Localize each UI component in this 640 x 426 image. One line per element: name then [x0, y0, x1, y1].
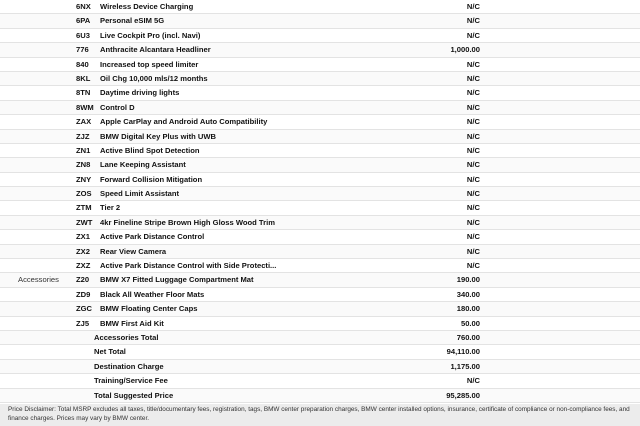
- option-row: [0, 72, 640, 86]
- option-price: N/C: [466, 2, 480, 11]
- option-price: N/C: [466, 160, 480, 170]
- option-row: [0, 288, 640, 302]
- option-code: ZJ5: [76, 318, 90, 328]
- option-price: 180.00: [456, 304, 480, 314]
- option-code: ZX2: [76, 246, 90, 256]
- option-code: ZN8: [76, 160, 91, 170]
- summary-label: Net Total: [94, 347, 126, 357]
- option-description: Daytime driving lights: [100, 88, 180, 98]
- option-row: [0, 201, 640, 215]
- summary-value: 95,285.00: [446, 390, 480, 400]
- option-description: Active Blind Spot Detection: [100, 145, 200, 155]
- option-code: ZAX: [76, 117, 92, 127]
- option-code: 6NX: [76, 2, 91, 11]
- summary-label: Total Suggested Price: [94, 390, 174, 400]
- option-code: 6PA: [76, 16, 91, 26]
- option-row: [0, 43, 640, 57]
- option-row: [0, 58, 640, 72]
- option-row: [0, 245, 640, 259]
- option-code: 8WM: [76, 102, 94, 112]
- option-code: ZJZ: [76, 131, 90, 141]
- option-row: [0, 158, 640, 172]
- summary-row: [0, 331, 640, 345]
- summary-label: Training/Service Fee: [94, 376, 168, 386]
- option-price: N/C: [466, 261, 480, 271]
- option-code: 8TN: [76, 88, 91, 98]
- option-price: N/C: [466, 88, 480, 98]
- summary-label: Accessories Total: [94, 332, 159, 342]
- summary-row: [0, 374, 640, 388]
- option-description: Oil Chg 10,000 mls/12 months: [100, 73, 208, 83]
- option-description: BMW X7 Fitted Luggage Compartment Mat: [100, 275, 254, 285]
- option-description: Active Park Distance Control with Side Protecti...: [100, 261, 277, 271]
- option-description: Active Park Distance Control: [100, 232, 205, 242]
- option-row: [0, 216, 640, 230]
- option-code: 8KL: [76, 73, 91, 83]
- option-description: 4kr Fineline Stripe Brown High Gloss Wood Trim: [100, 217, 275, 227]
- option-description: Increased top speed limiter: [100, 59, 199, 69]
- option-price: 50.00: [460, 318, 480, 328]
- option-price: N/C: [466, 30, 480, 40]
- option-description: Rear View Camera: [100, 246, 167, 256]
- option-code: ZTM: [76, 203, 92, 213]
- option-code: 6U3: [76, 30, 90, 40]
- summary-table: [0, 331, 640, 403]
- option-row: [0, 115, 640, 129]
- section-label: Accessories: [18, 275, 59, 285]
- option-row: [0, 101, 640, 115]
- option-row: [0, 130, 640, 144]
- option-price: N/C: [466, 73, 480, 83]
- option-price: N/C: [466, 174, 480, 184]
- option-code: ZX1: [76, 232, 90, 242]
- option-price: 340.00: [456, 289, 480, 299]
- option-code: Z20: [76, 275, 90, 285]
- option-description: Tier 2: [100, 203, 121, 213]
- option-price: N/C: [466, 203, 480, 213]
- option-description: Control D: [100, 102, 135, 112]
- option-row: [0, 273, 640, 287]
- option-description: BMW First Aid Kit: [100, 318, 164, 328]
- summary-row: [0, 360, 640, 374]
- option-code: 776: [76, 45, 89, 55]
- summary-value: N/C: [466, 376, 480, 386]
- summary-row: [0, 345, 640, 359]
- option-code: ZD9: [76, 289, 91, 299]
- summary-value: 94,110.00: [446, 347, 480, 357]
- option-price: N/C: [466, 217, 480, 227]
- option-code: ZXZ: [76, 261, 91, 271]
- option-price: N/C: [466, 117, 480, 127]
- option-code: ZOS: [76, 189, 92, 199]
- option-row: [0, 302, 640, 316]
- option-row: [0, 173, 640, 187]
- option-description: Forward Collision Mitigation: [100, 174, 203, 184]
- option-row: [0, 259, 640, 273]
- option-price: 1,000.00: [450, 45, 480, 55]
- option-row: [0, 317, 640, 331]
- option-row: [0, 86, 640, 100]
- option-row: [0, 14, 640, 28]
- price-disclaimer: Price Disclaimer: Total MSRP excludes all taxes, title/documentary fees, registration, tags, BMW center preparation charges, BMW center installed options, insurance, certificate of compliance or non-compliance fees, and finance charges. Prices may vary by BMW center.: [0, 404, 640, 426]
- option-price: 190.00: [456, 275, 480, 285]
- summary-row: [0, 389, 640, 403]
- summary-value: 1,175.00: [450, 361, 480, 371]
- option-price: N/C: [466, 102, 480, 112]
- option-description: Anthracite Alcantara Headliner: [100, 45, 211, 55]
- option-row: [0, 230, 640, 244]
- option-description: Speed Limit Assistant: [100, 189, 180, 199]
- option-price: N/C: [466, 59, 480, 69]
- option-row: [0, 187, 640, 201]
- option-description: Black All Weather Floor Mats: [100, 289, 205, 299]
- option-description: Personal eSIM 5G: [100, 16, 165, 26]
- option-description: Wireless Device Charging: [100, 2, 194, 11]
- option-description: BMW Digital Key Plus with UWB: [100, 131, 217, 141]
- option-code: ZN1: [76, 145, 91, 155]
- option-row: [0, 0, 640, 14]
- option-row: [0, 29, 640, 43]
- option-description: Live Cockpit Pro (incl. Navi): [100, 30, 201, 40]
- option-price: N/C: [466, 145, 480, 155]
- option-price: N/C: [466, 232, 480, 242]
- summary-value: 760.00: [456, 332, 480, 342]
- option-price: N/C: [466, 246, 480, 256]
- option-code: ZNY: [76, 174, 92, 184]
- option-row: [0, 144, 640, 158]
- option-code: ZWT: [76, 217, 93, 227]
- summary-label: Destination Charge: [94, 361, 164, 371]
- option-description: Lane Keeping Assistant: [100, 160, 186, 170]
- option-price: N/C: [466, 16, 480, 26]
- option-price: N/C: [466, 131, 480, 141]
- option-code: 840: [76, 59, 89, 69]
- option-description: Apple CarPlay and Android Auto Compatibility: [100, 117, 268, 127]
- option-price: N/C: [466, 189, 480, 199]
- option-code: ZGC: [76, 304, 93, 314]
- option-description: BMW Floating Center Caps: [100, 304, 198, 314]
